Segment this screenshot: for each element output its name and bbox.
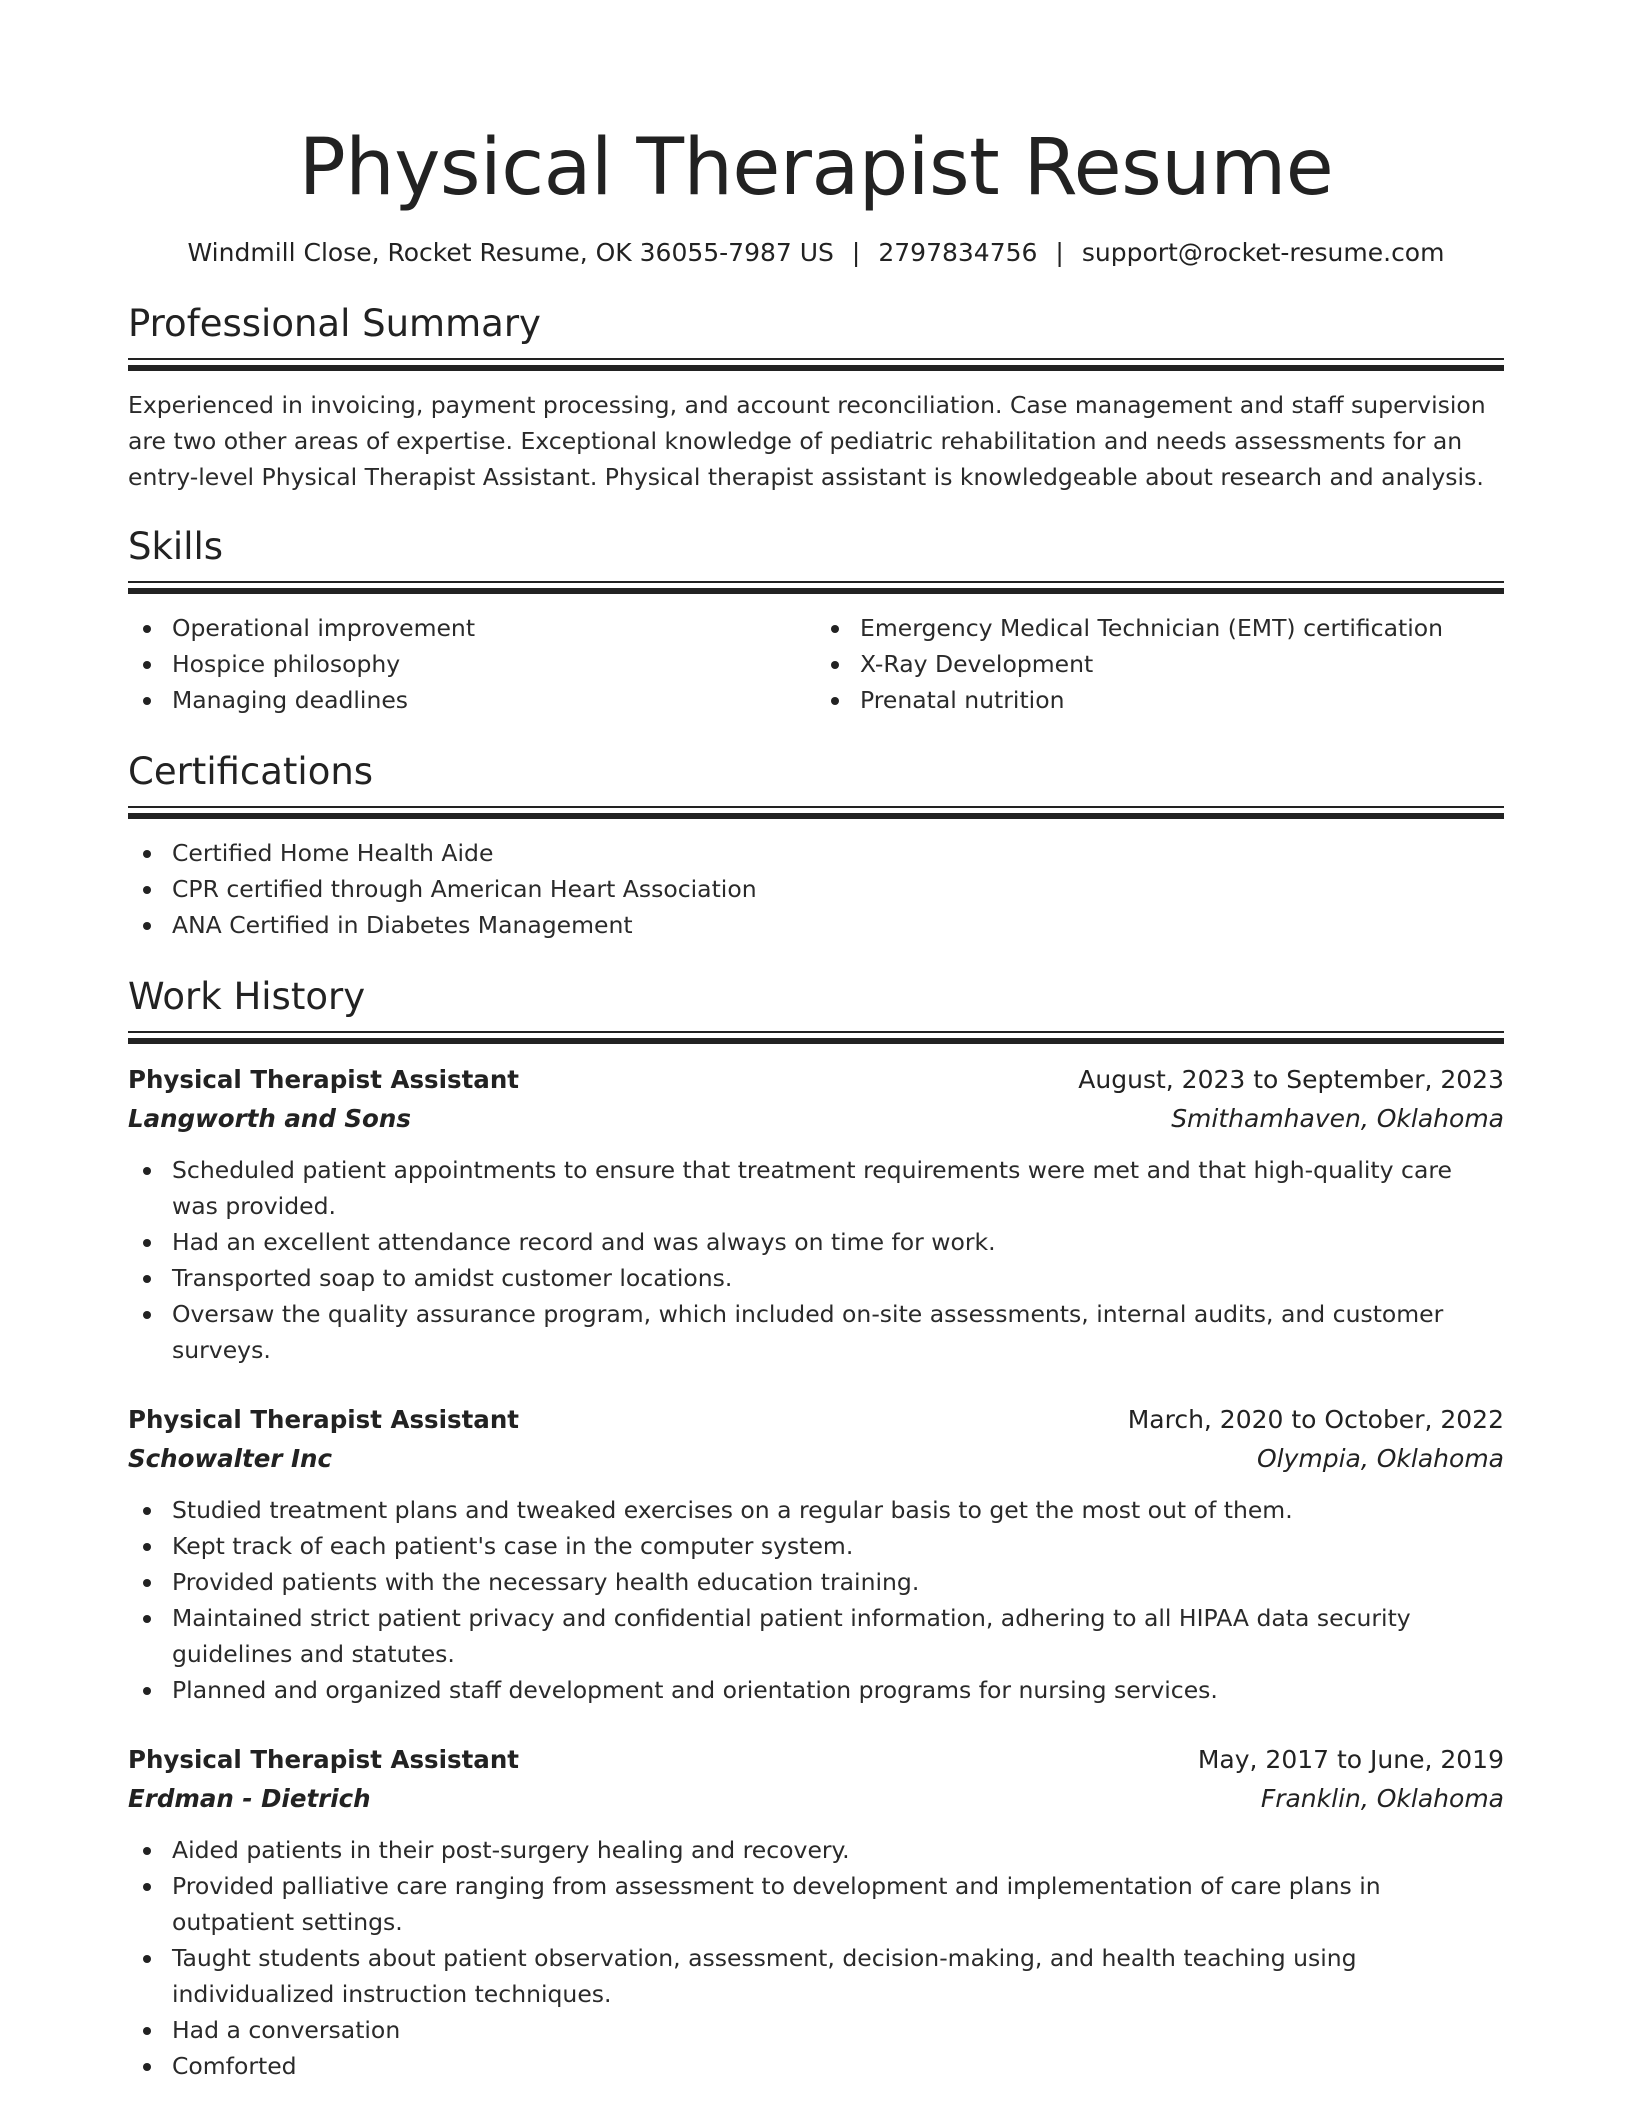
section-divider xyxy=(128,581,1504,594)
job-subheader xyxy=(128,1100,1504,1138)
summary-section xyxy=(128,300,1504,495)
job-dates: March, 2020 to October, 2022 xyxy=(1127,1405,1504,1434)
job-title: Physical Therapist Assistant xyxy=(128,1065,519,1094)
job-title: Physical Therapist Assistant xyxy=(128,1745,519,1774)
certifications-heading: Certifications xyxy=(128,750,374,793)
skills-list-right xyxy=(816,610,1504,718)
skill-item: Prenatal nutrition xyxy=(816,682,1504,718)
job-duty: Studied treatment plans and tweaked exercises on a regular basis to get the most out of them. xyxy=(128,1492,1504,1528)
job-subheader xyxy=(128,1440,1504,1478)
job-header xyxy=(128,1060,1504,1100)
job-duty: Provided palliative care ranging from assessment to development and implementation of care plans in outpatient settings. xyxy=(128,1868,1504,1940)
section-divider xyxy=(128,806,1504,819)
job-duty: Oversaw the quality assurance program, which included on-site assessments, internal audits, and customer surveys. xyxy=(128,1296,1504,1368)
job-duty: Comforted xyxy=(128,2048,1504,2084)
job-duties xyxy=(128,1832,1504,2084)
work-history-section xyxy=(128,973,1504,2084)
job-dates: May, 2017 to June, 2019 xyxy=(1197,1745,1504,1774)
job-subheader xyxy=(128,1780,1504,1818)
job-company: Schowalter Inc xyxy=(128,1444,333,1473)
job-location: Olympia, Oklahoma xyxy=(1256,1444,1504,1473)
job-duty: Kept track of each patient's case in the computer system. xyxy=(128,1528,1504,1564)
skills-heading: Skills xyxy=(128,525,224,568)
work-history-heading: Work History xyxy=(128,975,366,1018)
job-duty: Had an excellent attendance record and was always on time for work. xyxy=(128,1224,1504,1260)
resume-title: Physical Therapist Resume xyxy=(298,123,1334,213)
job-entry xyxy=(128,1060,1504,1368)
contact-separator: | xyxy=(1055,238,1064,267)
summary-heading: Professional Summary xyxy=(128,302,541,345)
job-duty: Aided patients in their post-surgery healing and recovery. xyxy=(128,1832,1504,1868)
contact-phone: 2797834756 xyxy=(878,238,1038,267)
job-entry xyxy=(128,1400,1504,1708)
job-dates: August, 2023 to September, 2023 xyxy=(1078,1065,1504,1094)
skill-item: Operational improvement xyxy=(128,610,816,646)
skill-item: Managing deadlines xyxy=(128,682,816,718)
job-duty: Planned and organized staff development and orientation programs for nursing services. xyxy=(128,1672,1504,1708)
skill-item: Emergency Medical Technician (EMT) certification xyxy=(816,610,1504,646)
job-duty: Taught students about patient observation, assessment, decision-making, and health teaching using individualized instruction techniques. xyxy=(128,1940,1504,2012)
section-divider xyxy=(128,1031,1504,1044)
certification-item: Certified Home Health Aide xyxy=(128,835,1504,871)
job-company: Langworth and Sons xyxy=(128,1104,411,1133)
job-location: Franklin, Oklahoma xyxy=(1260,1784,1504,1813)
skill-item: X-Ray Development xyxy=(816,646,1504,682)
contact-address: Windmill Close, Rocket Resume, OK 36055-7987 US xyxy=(187,238,834,267)
job-duty: Had a conversation xyxy=(128,2012,1504,2048)
job-duty: Maintained strict patient privacy and confidential patient information, adhering to all HIPAA data security guidelines and statutes. xyxy=(128,1600,1504,1672)
contact-separator: | xyxy=(851,238,861,267)
resume-page xyxy=(128,0,1504,2084)
skill-item: Hospice philosophy xyxy=(128,646,816,682)
job-duty: Transported soap to amidst customer locations. xyxy=(128,1260,1504,1296)
job-header xyxy=(128,1740,1504,1780)
skills-list-left xyxy=(128,610,816,718)
job-header xyxy=(128,1400,1504,1440)
contact-line xyxy=(128,236,1504,270)
skills-section xyxy=(128,523,1504,718)
certification-item: CPR certified through American Heart Association xyxy=(128,871,1504,907)
job-duty: Provided patients with the necessary health education training. xyxy=(128,1564,1504,1600)
section-divider xyxy=(128,358,1504,371)
job-duty: Scheduled patient appointments to ensure that treatment requirements were met and that high-quality care was provided. xyxy=(128,1152,1504,1224)
job-entry xyxy=(128,1740,1504,2084)
contact-email: support@rocket-resume.com xyxy=(1081,238,1445,267)
certifications-section xyxy=(128,748,1504,943)
job-company: Erdman - Dietrich xyxy=(128,1784,371,1813)
job-location: Smithamhaven, Oklahoma xyxy=(1171,1104,1504,1133)
skills-grid xyxy=(128,610,1504,718)
job-title: Physical Therapist Assistant xyxy=(128,1405,519,1434)
job-duties xyxy=(128,1492,1504,1708)
certification-item: ANA Certified in Diabetes Management xyxy=(128,907,1504,943)
job-duties xyxy=(128,1152,1504,1368)
certifications-list xyxy=(128,835,1504,943)
summary-text: Experienced in invoicing, payment processing, and account reconciliation. Case management and staff supervision are two other areas of expertise. Exceptional knowledge of pediatric rehabilitation and needs assessments for an entry-level Physical Therapist Assistant. Physical therapist assistant is knowledgeable about research and analysis. xyxy=(128,391,1486,491)
